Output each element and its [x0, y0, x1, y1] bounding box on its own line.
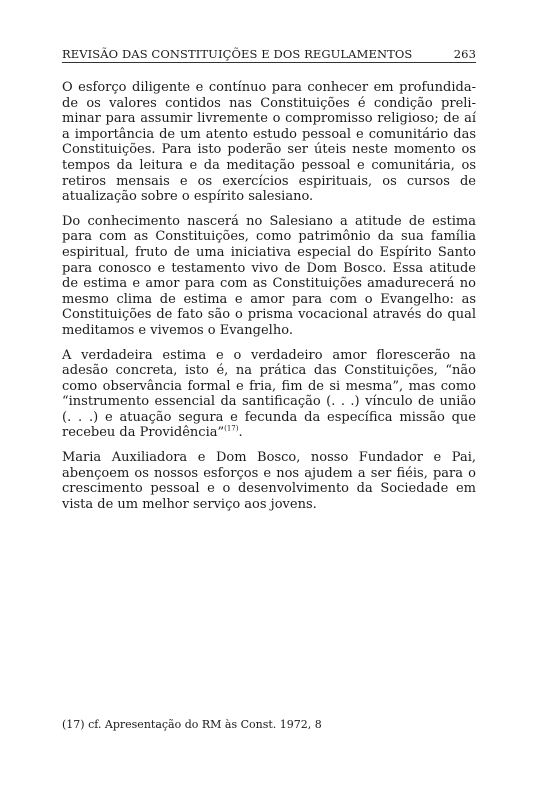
- paragraph-esteem-text: Do conhecimento nascerá no Salesiano a atitude de estima para com as Constituições, como patrimônio da sua família espiritual, fruto de uma iniciativa especial do Espírito Santo para conosco e testamento vivo de Dom Bosco. Essa atitude de estima e amor para com as Constituições amadurecerá no mesmo clima de estima e amor para com o Evangelho: as Constituições de fato são o prisma vocacional através do qual meditamos e vivemos o Evangelho.: [62, 213, 476, 338]
- footnote: (17) cf. Apresentação do RM às Const. 1972, 8: [62, 718, 322, 731]
- header-rule: [62, 62, 476, 63]
- paragraph-study-text: O esforço diligente e contínuo para conhecer em profundidade os valores contidos nas Constituições é condição preliminar para assumir livremente o compromisso religioso; de aí a importância de um atento estudo pessoal e comunitário das Constituições. Para isto poderão ser úteis neste momento os tempos da leitura e da meditação pessoal e comunitária, os retiros mensais e os exercícios espirituais, os cursos de atualização sobre o espírito salesiano.: [62, 80, 476, 205]
- body-text: [62, 80, 476, 521]
- footnote-reference: (17): [224, 425, 239, 434]
- paragraph-practice-text: A verdadeira estima e o verdadeiro amor florescerão na adesão concreta, isto é, na prática das Constituições, “não como observância formal e fria, fim de si mesma”, mas como “instrumento essencial da santificação (. . .) vínculo de união (. . .) e atuação segura e fecunda da específica missão que recebeu da Providência”: [62, 347, 476, 441]
- page-header: [62, 44, 476, 66]
- paragraph-esteem: [62, 214, 476, 339]
- paragraph-practice: A verdadeira estima e o verdadeiro amor florescerão na adesão concreta, isto é, na prática das Constituições, “não como observância formal e fria, fim de si mesma”, mas como “instrumento essencial da santificação (. . .) vínculo de união (. . .) e atuação segura e fecunda da específica missão que recebeu da Providência”$^{(17)}$.: [62, 347, 476, 441]
- paragraph-study: [62, 80, 476, 205]
- paragraph-closing-text: Maria Auxiliadora e Dom Bosco, nosso Fundador e Pai, abençoem os nossos esforços e nos ajudem a ser fiéis, para o crescimento pessoal e o desenvolvimento da Sociedade em vista de um melhor serviço aos jovens.: [62, 450, 476, 512]
- paragraph-closing: [62, 450, 476, 512]
- page-number: 263: [453, 47, 476, 61]
- running-header-title: REVISÃO DAS CONSTITUIÇÕES E DOS REGULAMENTOS: [62, 47, 413, 61]
